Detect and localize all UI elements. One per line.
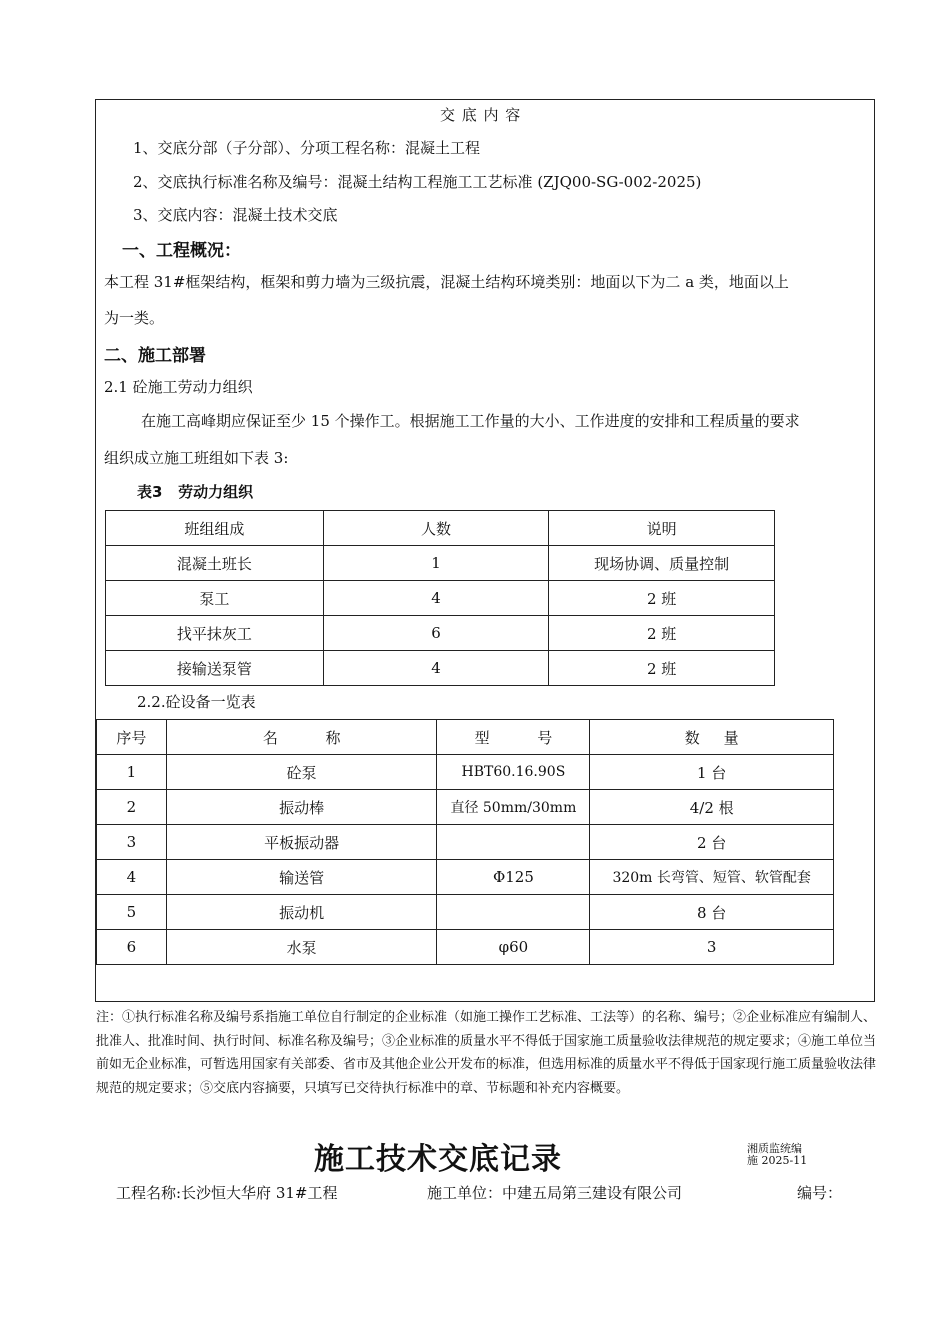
section-2-title: 二、施工部署	[104, 346, 206, 366]
section-1-title: 一、工程概况：	[122, 241, 241, 261]
equipment-table-header-row	[97, 720, 834, 755]
table-cell: 直径 50mm/30mm	[437, 790, 590, 825]
table-row	[97, 930, 834, 965]
table-row	[97, 755, 834, 790]
table-cell: HBT60.16.90S	[437, 755, 590, 790]
table-3-caption: 表3 劳动力组织	[137, 483, 254, 501]
labor-table	[105, 510, 775, 686]
record-number: 编号：	[797, 1184, 843, 1202]
table-cell: 振动机	[166, 895, 437, 930]
table-cell: 混凝土班长	[106, 546, 324, 581]
table-cell	[437, 825, 590, 860]
table-cell: 4	[323, 651, 549, 686]
table-cell: 找平抹灰工	[106, 616, 324, 651]
table-cell: 2 台	[590, 825, 834, 860]
table-cell: 8 台	[590, 895, 834, 930]
table-cell: 6	[97, 930, 167, 965]
labor-table-header-row	[106, 511, 775, 546]
table-row	[97, 790, 834, 825]
table-cell: 320m 长弯管、短管、软管配套	[590, 860, 834, 895]
table-cell: 2 班	[549, 616, 775, 651]
section-header: 交 底 内 容	[440, 106, 522, 124]
labor-header-cell: 人数	[323, 511, 549, 546]
table-cell: 4	[323, 581, 549, 616]
table-row	[106, 581, 775, 616]
form-mark-line-1: 湘质监统编	[747, 1142, 802, 1155]
table-cell: 1	[97, 755, 167, 790]
footnote: 注：①执行标准名称及编号系指施工单位自行制定的企业标准（如施工操作工艺标准、工法等）的名称、编号；②企业标准应有编制人、批准人、批准时间、执行时间、标准名称及编号；③企业标准的质量水平不得低于国家施工质量验收法律规范的规定要求；④施工单位当前如无企业标准，可暂选用国家有关部委、省市及其他企业公开发布的标准，但选用标准的质量水平不得低于国家现行施工质量验收法律规范的规定要求；⑤交底内容摘要，只填写已交待执行标准中的章、节标题和补充内容概要。	[96, 1010, 877, 1096]
table-cell: 平板振动器	[166, 825, 437, 860]
table-cell: 泵工	[106, 581, 324, 616]
table-row	[97, 860, 834, 895]
table-cell: Φ125	[437, 860, 590, 895]
overview-paragraph-line-2: 为一类。	[104, 309, 165, 327]
table-cell	[437, 895, 590, 930]
subsection-2-1: 2.1 砼施工劳动力组织	[104, 378, 253, 396]
table-cell: 5	[97, 895, 167, 930]
item-line-1: 1、交底分部（子分部）、分项工程名称：混凝土工程	[133, 139, 481, 157]
table-cell: 2 班	[549, 581, 775, 616]
table-cell: 4	[97, 860, 167, 895]
table-row	[106, 546, 775, 581]
table-cell: 3	[590, 930, 834, 965]
table-row	[97, 895, 834, 930]
table-cell: 1 台	[590, 755, 834, 790]
equipment-header-cell: 型 号	[437, 720, 590, 755]
table-cell: 2	[97, 790, 167, 825]
labor-paragraph-line-1: 在施工高峰期应保证至少 15 个操作工。根据施工工作量的大小、工作进度的安排和工程质量的要求	[141, 412, 800, 430]
equipment-table	[96, 719, 834, 965]
table-cell: 振动棒	[166, 790, 437, 825]
table-cell: 砼泵	[166, 755, 437, 790]
table-cell: 接输送泵管	[106, 651, 324, 686]
table-row	[106, 651, 775, 686]
table-cell: 2 班	[549, 651, 775, 686]
table-cell: φ60	[437, 930, 590, 965]
table-cell: 水泵	[166, 930, 437, 965]
table-cell: 1	[323, 546, 549, 581]
table-cell: 4/2 根	[590, 790, 834, 825]
form-title: 施工技术交底记录	[314, 1142, 562, 1177]
project-name: 工程名称:长沙恒大华府 31#工程	[116, 1184, 338, 1202]
table-row	[97, 825, 834, 860]
table-cell: 3	[97, 825, 167, 860]
form-mark-line-2: 施 2025-11	[747, 1154, 808, 1167]
equipment-header-cell: 序号	[97, 720, 167, 755]
labor-header-cell: 班组组成	[106, 511, 324, 546]
overview-paragraph-line-1: 本工程 31#框架结构，框架和剪力墙为三级抗震，混凝土结构环境类别：地面以下为二 a 类，地面以上	[104, 273, 789, 291]
item-line-2: 2、交底执行标准名称及编号：混凝土结构工程施工工艺标准 (ZJQ00-SG-002-2025)	[133, 173, 702, 191]
construction-unit: 施工单位：中建五局第三建设有限公司	[427, 1184, 683, 1202]
table-cell: 输送管	[166, 860, 437, 895]
table-cell: 现场协调、质量控制	[549, 546, 775, 581]
item-line-3: 3、交底内容：混凝土技术交底	[133, 206, 338, 224]
subsection-2-2: 2.2.砼设备一览表	[137, 693, 256, 711]
equipment-header-cell: 数 量	[590, 720, 834, 755]
equipment-header-cell: 名 称	[166, 720, 437, 755]
table-row	[106, 616, 775, 651]
labor-paragraph-line-2: 组织成立施工班组如下表 3:	[104, 449, 289, 467]
labor-header-cell: 说明	[549, 511, 775, 546]
table-cell: 6	[323, 616, 549, 651]
